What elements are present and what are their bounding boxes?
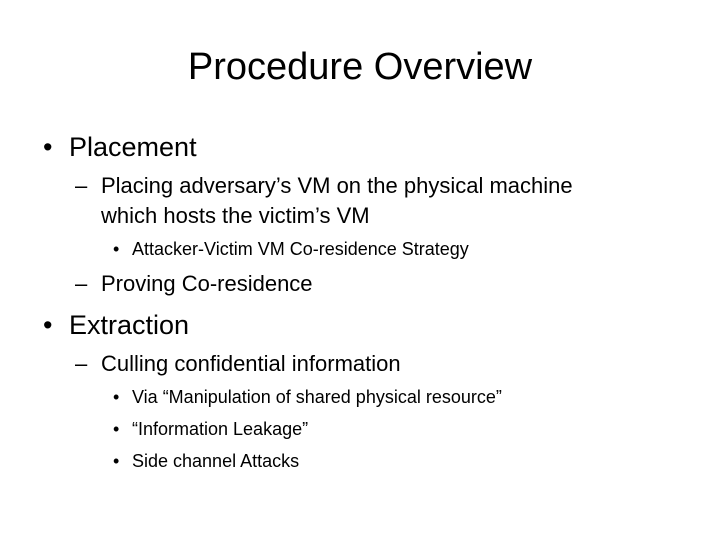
subitem-text-continued: which hosts the victim’s VM	[101, 203, 370, 228]
point-text: Attacker-Victim VM Co-residence Strategy	[132, 239, 469, 259]
dash-marker: –	[75, 173, 88, 198]
slide-title: Procedure Overview	[187, 46, 533, 88]
dash-marker: –	[75, 351, 88, 376]
subitem-proving-co-residence	[75, 269, 313, 299]
bullet-marker: •	[43, 310, 53, 340]
point-text: Side channel Attacks	[132, 451, 300, 471]
point-marker: •	[113, 451, 120, 471]
point-manipulation	[113, 384, 502, 410]
dash-marker: –	[75, 271, 88, 296]
point-marker: •	[113, 387, 120, 407]
subitem-culling-information	[75, 349, 401, 379]
point-marker: •	[113, 419, 120, 439]
point-marker: •	[113, 239, 120, 259]
subitem-placing-vm	[75, 171, 573, 201]
bullet-text: Placement	[69, 132, 197, 162]
point-side-channel-attacks	[113, 448, 299, 474]
point-text: “Information Leakage”	[132, 419, 309, 439]
subitem-text: Placing adversary’s VM on the physical machine	[101, 173, 573, 198]
subitem-placing-vm-continued	[101, 201, 370, 231]
bullet-extraction	[43, 308, 189, 342]
subitem-text: Culling confidential information	[101, 351, 401, 376]
bullet-placement	[43, 130, 197, 164]
bullet-marker: •	[43, 132, 53, 162]
bullet-text: Extraction	[69, 310, 190, 340]
subitem-text: Proving Co-residence	[101, 271, 313, 296]
point-information-leakage	[113, 416, 308, 442]
point-text: Via “Manipulation of shared physical resource”	[132, 387, 502, 407]
point-co-residence-strategy	[113, 236, 469, 262]
